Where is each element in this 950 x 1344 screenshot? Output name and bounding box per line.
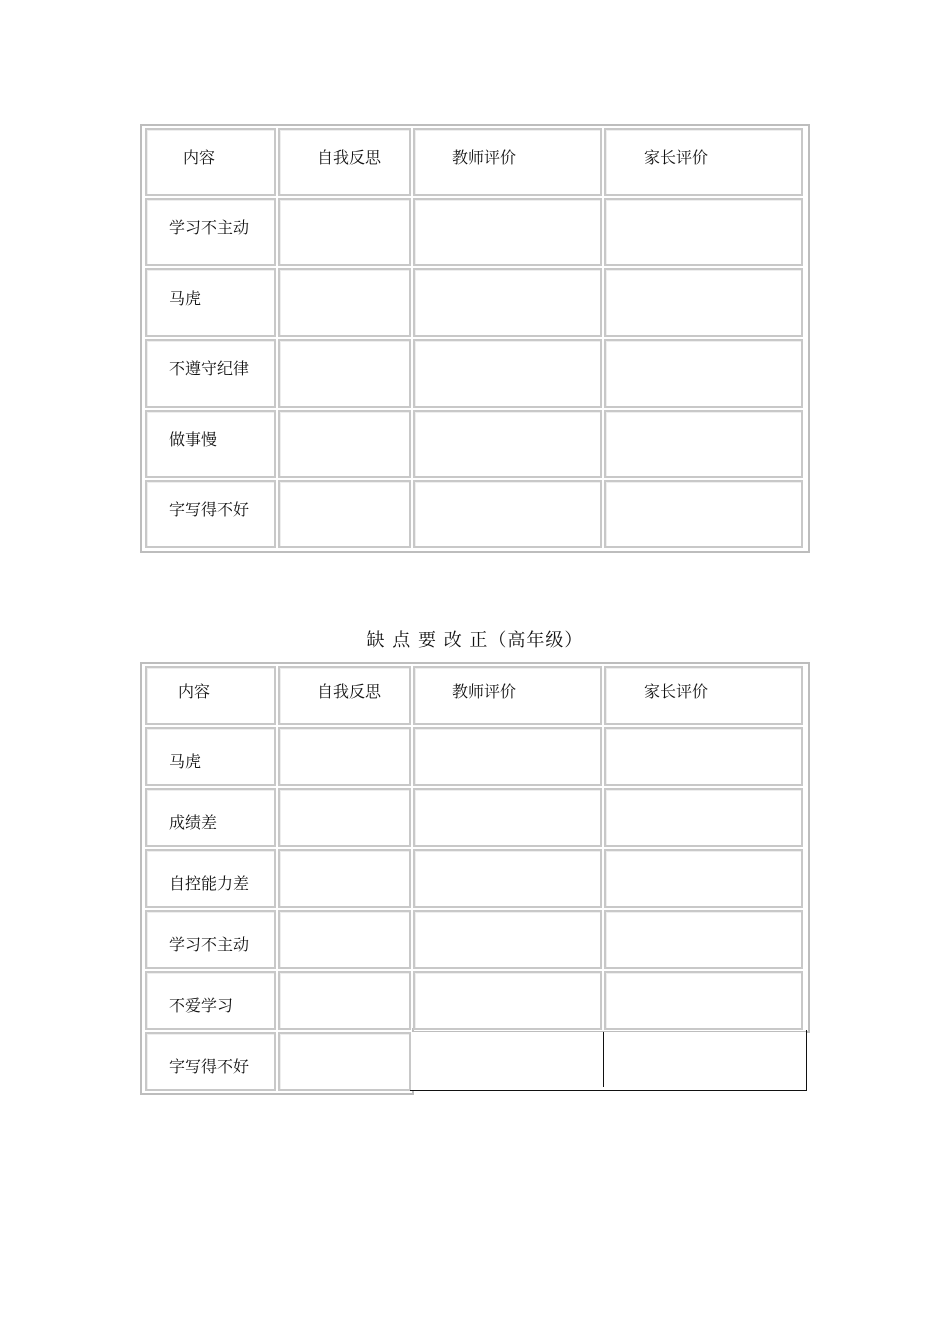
table2-row-5-self[interactable] <box>278 971 411 1030</box>
table1-row-1-parent[interactable] <box>604 198 803 266</box>
table2-row-4-self[interactable] <box>278 910 411 969</box>
table1-header-parent-label: 家长评价 <box>644 148 709 167</box>
table1-row-3-text: 不遵守纪律 <box>169 359 250 378</box>
table2-row-6-text: 字写得不好 <box>169 1057 250 1076</box>
table2-header-teacher-label: 教师评价 <box>452 682 517 701</box>
table2-row-3-parent[interactable] <box>604 849 803 908</box>
table1-row-1-text: 学习不主动 <box>169 218 250 237</box>
table2-row-1-teacher[interactable] <box>413 727 602 786</box>
table1-row-1-self[interactable] <box>278 198 411 266</box>
table2-row-5-parent[interactable] <box>604 971 803 1030</box>
table1-header-self-label: 自我反思 <box>317 148 382 167</box>
table2-row-5-text: 不爱学习 <box>169 996 234 1015</box>
table1-header-teacher <box>413 128 602 196</box>
table2-row-6-divider <box>603 1032 604 1087</box>
table2-row-1-self[interactable] <box>278 727 411 786</box>
table1-row-1-label <box>145 198 276 266</box>
table2-header-parent <box>604 666 803 725</box>
table2-row-3-self[interactable] <box>278 849 411 908</box>
table2-row-6-parent[interactable] <box>604 1032 807 1090</box>
table1-row-2-label <box>145 268 276 337</box>
table1-row-4-parent[interactable] <box>604 410 803 478</box>
table2-row-4-parent[interactable] <box>604 910 803 969</box>
table2-header-self-label: 自我反思 <box>317 682 382 701</box>
table1-row-2-text: 马虎 <box>169 289 202 308</box>
table2-row-6-teacher[interactable] <box>412 1032 603 1090</box>
section2-title-text: 缺 点 要 改 正（高年级） <box>366 630 584 651</box>
table2-row-2-label <box>145 788 276 847</box>
table2-row-3-teacher[interactable] <box>413 849 602 908</box>
table2-header-parent-label: 家长评价 <box>644 682 709 701</box>
table2-row-1-label <box>145 727 276 786</box>
table1-row-3-self[interactable] <box>278 339 411 408</box>
table1-row-5-parent[interactable] <box>604 480 803 548</box>
table2-row-6-self[interactable] <box>278 1032 411 1091</box>
table2-row-5-teacher[interactable] <box>413 971 602 1030</box>
table1-row-4-text: 做事慢 <box>169 430 218 449</box>
table2-row-2-text: 成绩差 <box>169 813 218 832</box>
table2-row-5-label <box>145 971 276 1030</box>
table2-row-1-text: 马虎 <box>169 752 202 771</box>
table2-row-2-self[interactable] <box>278 788 411 847</box>
table2-row-4-label <box>145 910 276 969</box>
table1-row-2-teacher[interactable] <box>413 268 602 337</box>
table2-header-content-label: 内容 <box>178 682 211 701</box>
table2-row-6-right-border <box>806 1030 807 1091</box>
table1-header-self <box>278 128 411 196</box>
table2-row-4-teacher[interactable] <box>413 910 602 969</box>
table1-header-parent <box>604 128 803 196</box>
table2-row-2-parent[interactable] <box>604 788 803 847</box>
table1-row-2-parent[interactable] <box>604 268 803 337</box>
table2-row-6-bottom-border <box>410 1090 807 1091</box>
table2-row-6-label <box>145 1032 276 1091</box>
table1-header-content-label: 内容 <box>183 148 216 167</box>
table1-row-4-label <box>145 410 276 478</box>
table1-row-5-label <box>145 480 276 548</box>
table1-row-4-self[interactable] <box>278 410 411 478</box>
table2-header-self <box>278 666 411 725</box>
section2-title <box>0 626 950 652</box>
table2-row-1-parent[interactable] <box>604 727 803 786</box>
table1-row-3-teacher[interactable] <box>413 339 602 408</box>
table2-row-4-text: 学习不主动 <box>169 935 250 954</box>
table1-row-5-text: 字写得不好 <box>169 500 250 519</box>
table2-header-content <box>145 666 276 725</box>
table1-row-2-self[interactable] <box>278 268 411 337</box>
table1-header-content <box>145 128 276 196</box>
table1-row-1-teacher[interactable] <box>413 198 602 266</box>
table1-row-5-self[interactable] <box>278 480 411 548</box>
table1-row-3-label <box>145 339 276 408</box>
table2-row-3-text: 自控能力差 <box>169 874 250 893</box>
table1-row-3-parent[interactable] <box>604 339 803 408</box>
table2-row-2-teacher[interactable] <box>413 788 602 847</box>
table1-header-teacher-label: 教师评价 <box>452 148 517 167</box>
table2-header-teacher <box>413 666 602 725</box>
table1-row-4-teacher[interactable] <box>413 410 602 478</box>
table1-row-5-teacher[interactable] <box>413 480 602 548</box>
table2-row-3-label <box>145 849 276 908</box>
